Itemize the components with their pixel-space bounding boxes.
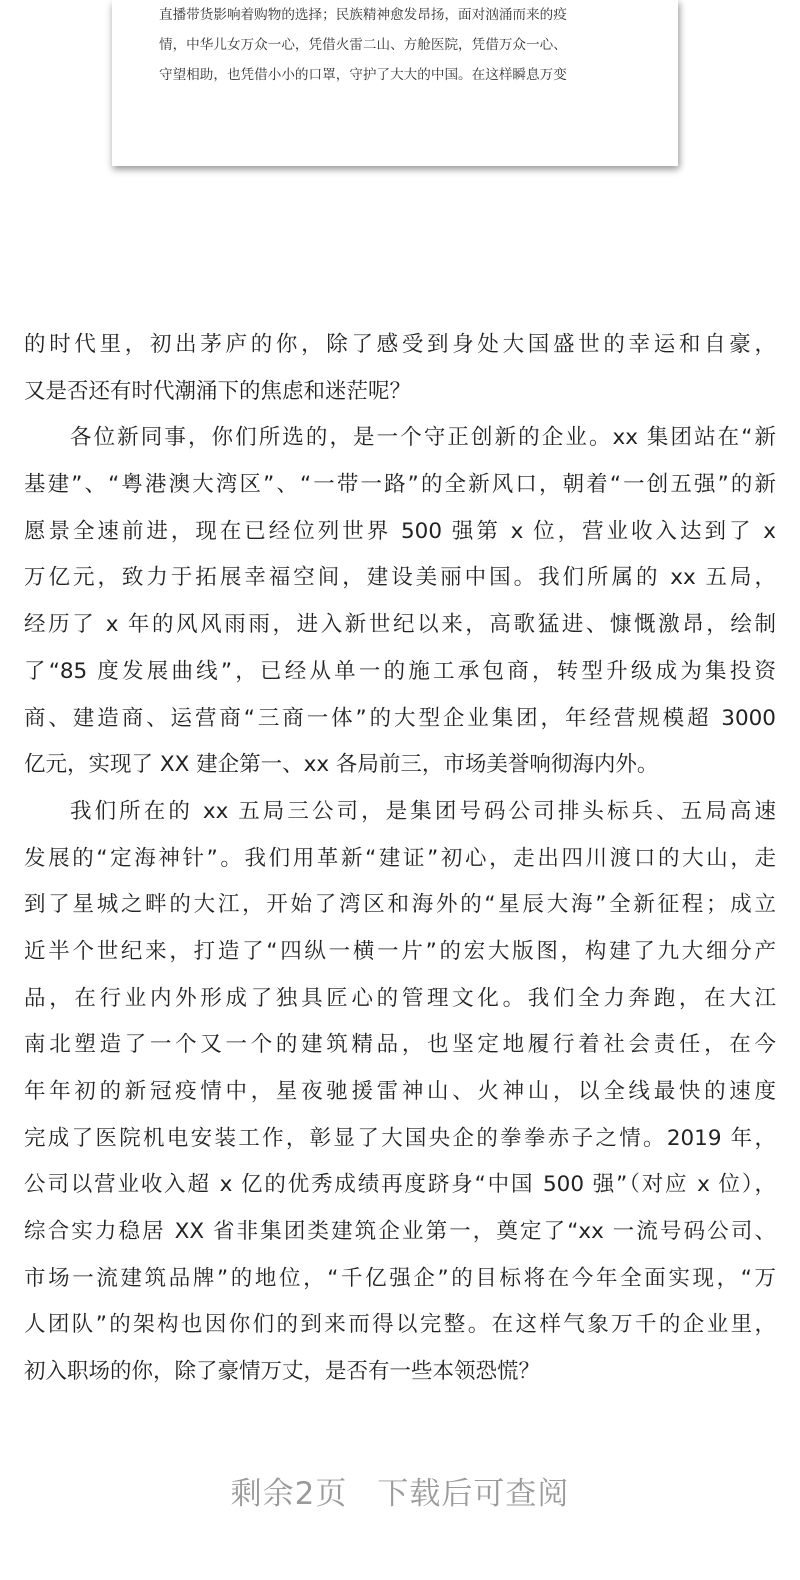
download-to-view-label[interactable]: 下载后可查阅 bbox=[377, 1476, 570, 1512]
paragraph-3 bbox=[24, 789, 776, 1396]
text-line: 又是否还有时代潮涌下的焦虑和迷茫呢？ bbox=[24, 378, 412, 404]
preview-line: 直播带货影响着购物的选择；民族精神愈发昂扬，面对汹涌而来的疫 bbox=[159, 7, 567, 23]
preview-card bbox=[112, 0, 678, 166]
text-line: 南北塑造了一个又一个的建筑精品，也坚定地履行着社会责任，在今 bbox=[24, 1032, 776, 1058]
text-line: 经历了 x 年的风风雨雨，进入新世纪以来，高歌猛进、慷慨激昂，绘制 bbox=[24, 612, 776, 638]
text-line: 愿景全速前进，现在已经位列世界 500 强第 x 位，营业收入达到了 x bbox=[24, 518, 776, 544]
text-line: 综合实力稳居 XX 省非集团类建筑企业第一，奠定了“xx 一流号码公司、 bbox=[24, 1219, 776, 1245]
document-body bbox=[24, 322, 776, 1396]
text-line: 的时代里，初出茅庐的你，除了感受到身处大国盛世的幸运和自豪， bbox=[24, 332, 776, 357]
download-prompt[interactable] bbox=[0, 1468, 800, 1513]
text-line: 完成了医院机电安装工作，彰显了大国央企的拳拳赤子之情。2019 年， bbox=[24, 1125, 776, 1151]
text-line: 我们所在的 xx 五局三公司，是集团号码公司排头标兵、五局高速 bbox=[70, 798, 776, 824]
text-line: 近半个世纪来，打造了“四纵一横一片”的宏大版图，构建了九大细分产 bbox=[24, 938, 776, 964]
text-line: 品，在行业内外形成了独具匠心的管理文化。我们全力奔跑，在大江 bbox=[24, 985, 776, 1011]
preview-line: 守望相助，也凭借小小的口罩，守护了大大的中国。在这样瞬息万变 bbox=[159, 67, 567, 83]
text-line: 万亿元，致力于拓展幸福空间，建设美丽中国。我们所属的 xx 五局， bbox=[24, 565, 776, 591]
text-line: 了“85 度发展曲线”，已经从单一的施工承包商，转型升级成为集投资 bbox=[24, 658, 776, 684]
paragraph-1 bbox=[24, 322, 776, 415]
text-line: 发展的“定海神针”。我们用革新“建证”初心，走出四川渡口的大山，走 bbox=[24, 845, 776, 871]
paragraph-2 bbox=[24, 415, 776, 789]
text-line: 公司以营业收入超 x 亿的优秀成绩再度跻身“中国 500 强”（对应 x 位）， bbox=[24, 1172, 776, 1198]
text-line: 市场一流建筑品牌”的地位，“千亿强企”的目标将在今年全面实现，“万 bbox=[24, 1265, 776, 1291]
text-line: 商、建造商、运营商“三商一体”的大型企业集团，年经营规模超 3000 bbox=[24, 705, 776, 731]
text-line: 亿元，实现了 XX 建企第一、xx 各局前三，市场美誉响彻海内外。 bbox=[24, 752, 659, 778]
text-line: 人团队”的架构也因你们的到来而得以完整。在这样气象万千的企业里， bbox=[24, 1312, 776, 1338]
text-line: 年年初的新冠疫情中，星夜驰援雷神山、火神山，以全线最快的速度 bbox=[24, 1079, 776, 1104]
text-line: 各位新同事，你们所选的，是一个守正创新的企业。xx 集团站在“新 bbox=[70, 425, 776, 451]
preview-line: 情，中华儿女万众一心，凭借火雷二山、方舱医院，凭借万众一心、 bbox=[159, 37, 567, 53]
remaining-pages-label[interactable]: 剩余2页 bbox=[230, 1476, 348, 1512]
text-line: 初入职场的你，除了豪情万丈，是否有一些本领恐慌？ bbox=[24, 1359, 541, 1385]
text-line: 基建”、“粤港澳大湾区”、“一带一路”的全新风口，朝着“一创五强”的新 bbox=[24, 472, 776, 498]
text-line: 到了星城之畔的大江，开始了湾区和海外的“星辰大海”全新征程；成立 bbox=[24, 892, 776, 918]
